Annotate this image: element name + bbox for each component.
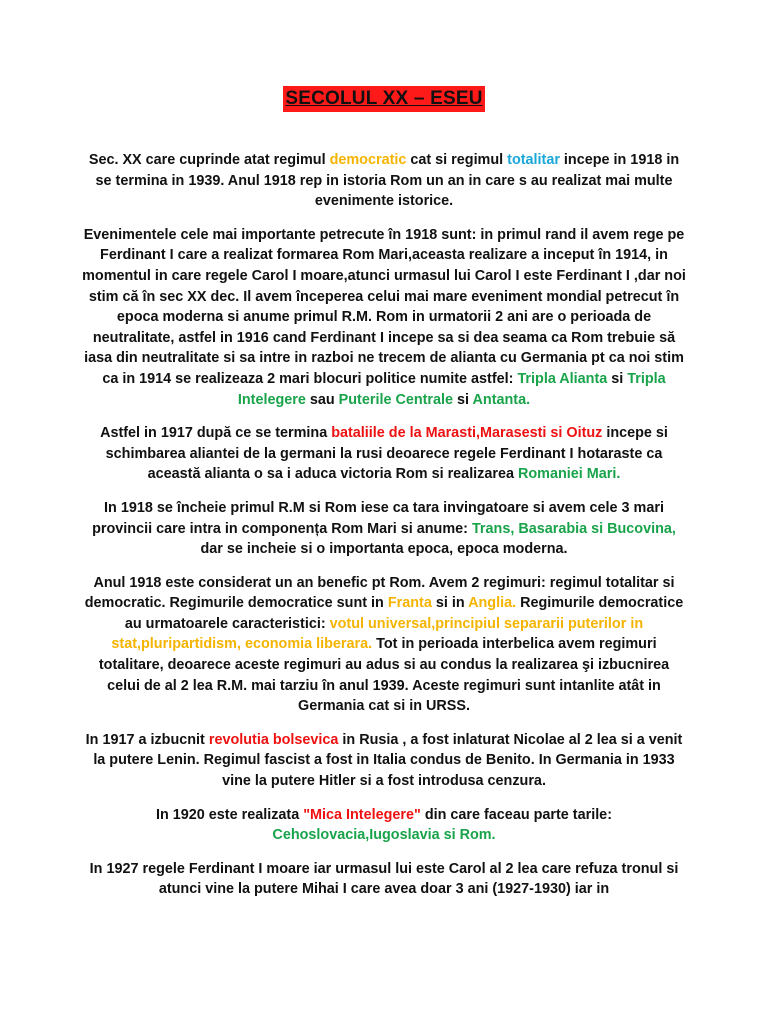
paragraph-text: Astfel in 1917 după ce se termina [100,425,332,442]
highlighted-term: Franta [387,595,432,612]
paragraph-text: Sec. XX care cuprinde atat regimul [88,152,330,168]
paragraph-text: si [607,370,628,387]
highlighted-term: votul universal,principiul separarii puterilor in stat,pluripartidism, economia liberara. [111,615,644,653]
paragraph-text: dar se incheie si o importanta epoca, epoca moderna. [200,541,568,558]
highlighted-term: Trans, Basarabia si Bucovina, [471,520,676,537]
highlighted-term: Antanta. [472,391,531,408]
paragraph-text: in Rusia , a fost inlaturat Nicolae al 2 lea si a venit la putere Lenin. Regimul fascist a fost in Italia condus de Benito. In Germania in 1933 vine la putere Hitler si a fost introdusa cenzura. [93,731,683,790]
paragraph [82,423,686,485]
highlighted-term: Puterile Centrale [338,391,454,408]
highlighted-term: democratic [329,152,407,168]
document-body [82,150,686,913]
document-title: SECOLUL XX – ESEU [283,86,484,112]
paragraph [82,805,686,846]
paragraph-text: Regimurile democratice au urmatoarele caracteristici: [124,595,684,632]
paragraph-text: In 1927 regele Ferdinant I moare iar urmasul lui este Carol al 2 lea care refuza tronul si atunci vine la putere Mihai I care avea doar 3 ani (1927-1930) iar in [89,860,679,898]
highlighted-term: "Mica Intelegere" [303,806,421,823]
paragraph-text: incepe si schimbarea aliantei de la germani la rusi deoarece regele Ferdinant I hotaraste ca această alianta o sa i aduca victoria Rom si realizarea [105,425,668,483]
highlighted-term: Tripla Alianta [517,370,608,387]
paragraph-text: Evenimentele cele mai importante petrecute în 1918 sunt: in primul rand il avem rege pe Ferdinant I care a realizat formarea Rom Mari,aceasta realizare a inceput în 1914, in momentul in care regele Carol I moare,atunci urmasul lui Carol I este Ferdinant I ,dar noi stim că în sec XX dec. Il avem începerea celui mai mare eveniment mondial petrecut în epoca moderna si anume primul R.M. Rom in urmatorii 2 ani are o perioada de neutralitate, astfel in 1916 cand Ferdinant I incepe sa si dea seama ca Rom trebuie să iasa din neutralitate si sa intre in razboi ne trecem de alianta cu Germania pt ca noi stim ca in 1914 se realizeaza 2 mari blocuri politice numite astfel: [82,226,686,387]
highlighted-term: bataliile de la Marasti,Marasesti si Oituz [331,425,603,442]
paragraph [82,150,686,212]
paragraph [82,730,686,792]
paragraph-text: In 1918 se încheie primul R.M si Rom iese ca tara invingatoare si avem cele 3 mari provincii care intra in componența Rom Mari si anume: [92,499,664,537]
highlighted-term: Cehoslovacia,Iugoslavia si Rom. [272,827,496,844]
highlighted-term: revolutia bolsevica [208,731,339,748]
paragraph-text: cat si regimul [406,152,508,168]
title-container [0,86,768,112]
paragraph-text: incepe in 1918 in se termina in 1939. Anul 1918 rep in istoria Rom un an in care s au realizat mai multe evenimente istorice. [95,152,680,210]
paragraph-text: si in [431,595,469,612]
paragraph [82,859,686,900]
paragraph-text: Tot in perioada interbelica avem regimuri totalitare, deoarece aceste regimuri au adus si au condus la realizarea şi izbucnirea celui de al 2 lea R.M. mai tarziu în anul 1939. Aceste regimuri sunt intanlite atât in Germania cat si in URSS. [98,636,670,715]
highlighted-term: Anglia. [468,595,517,612]
paragraph [82,573,686,717]
paragraph-text: si [453,391,473,408]
paragraph-text: sau [305,391,339,408]
paragraph [82,225,686,410]
highlighted-term: totalitar [507,152,560,168]
paragraph-text: In 1917 a izbucnit [85,731,209,748]
highlighted-term: Romaniei Mari. [518,466,621,483]
paragraph-text: din care faceau parte tarile: [420,806,612,823]
paragraph-text: Anul 1918 este considerat un an benefic pt Rom. Avem 2 regimuri: regimul totalitar si democratic. Regimurile democratice sunt in [84,574,675,612]
highlighted-term: Tripla Intelegere [237,370,666,408]
paragraph-text: In 1920 este realizata [156,806,304,823]
paragraph [82,498,686,560]
